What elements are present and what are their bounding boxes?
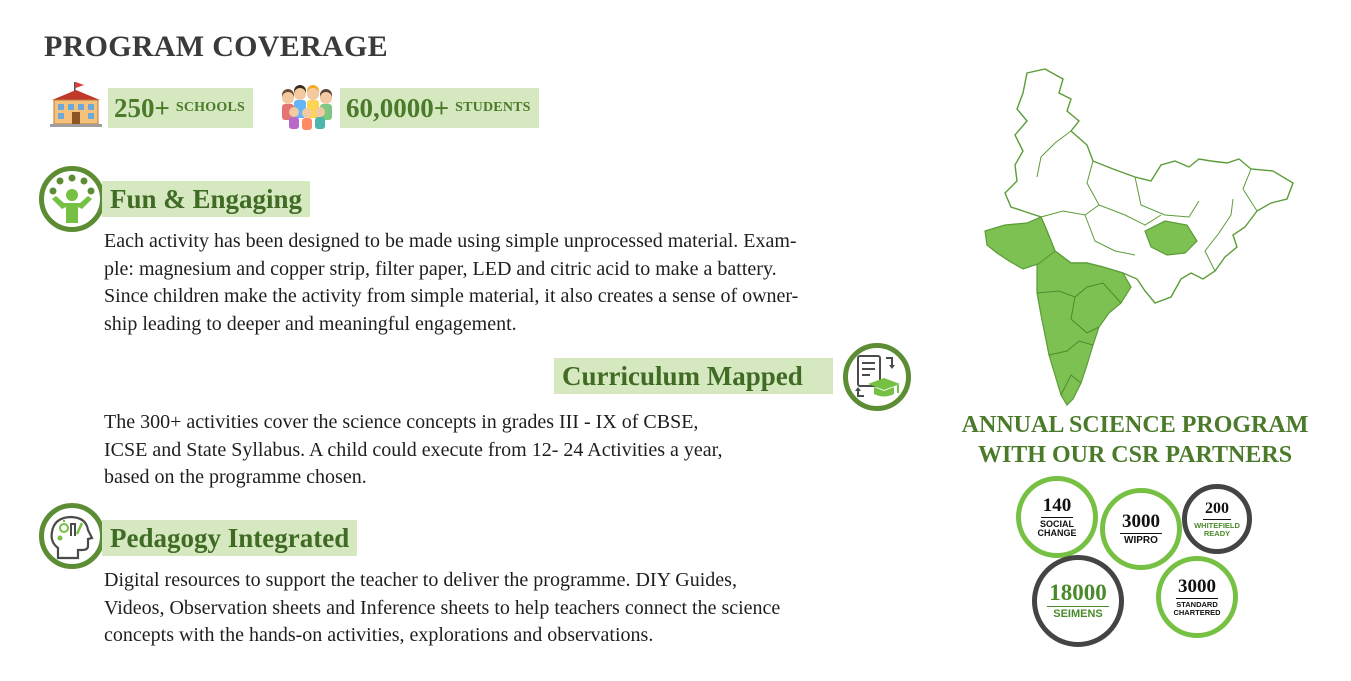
curriculum-mapped-heading: Curriculum Mapped — [554, 358, 833, 394]
partner-value: 140 — [1042, 494, 1072, 516]
partner-value: 200 — [1203, 501, 1231, 520]
fun-engaging-line: ship leading to deeper and meaningful engagement. — [104, 312, 517, 335]
fun-engaging-heading: Fun & Engaging — [102, 181, 310, 217]
partners-heading — [948, 410, 1322, 470]
partner-value: 3000 — [1178, 576, 1216, 598]
partner-label: WHITEFIELD READY — [1194, 520, 1240, 538]
students-label: STUDENTS — [455, 100, 531, 115]
curriculum-mapped-text — [104, 409, 864, 492]
students-group-icon — [278, 84, 336, 132]
partner-bubble-whitefield-ready — [1182, 484, 1252, 554]
partner-label: STANDARD CHARTERED — [1173, 600, 1221, 617]
schools-label: SCHOOLS — [175, 100, 245, 115]
pedagogy-line: Digital resources to support the teacher to deliver the programme. DIY Guides, — [104, 569, 737, 591]
school-building-icon — [50, 80, 102, 128]
pedagogy-line: concepts with the hands-on activities, explorations and observations. — [104, 624, 654, 646]
curriculum-mapped-line: The 300+ activities cover the science concepts in grades III - IX of CBSE, — [104, 411, 699, 433]
partner-label: WIPRO — [1124, 534, 1158, 546]
partner-bubble-wipro — [1100, 488, 1182, 570]
partner-value: 3000 — [1122, 510, 1160, 532]
head-with-ideas-icon — [39, 503, 105, 569]
page-title: PROGRAM COVERAGE — [44, 30, 388, 63]
fun-engaging-line: Each activity has been designed to be made using simple unprocessed material. Exam- — [104, 230, 797, 252]
children-celebrating-icon — [39, 166, 105, 232]
partner-value: 18000 — [1049, 580, 1107, 606]
students-stat-chip — [340, 88, 539, 128]
pedagogy-integrated-text — [104, 567, 916, 650]
partner-bubble-seimens — [1032, 555, 1124, 647]
schools-count: 250+ — [114, 92, 170, 123]
partners-heading-line: ANNUAL SCIENCE PROGRAM — [961, 412, 1309, 438]
pedagogy-integrated-heading: Pedagogy Integrated — [102, 520, 357, 556]
partners-heading-line: WITH OUR CSR PARTNERS — [977, 442, 1293, 468]
fun-engaging-line: ple: magnesium and copper strip, filter paper, LED and citric acid to make a battery. — [104, 257, 777, 280]
curriculum-mapped-line: ICSE and State Syllabus. A child could execute from 12- 24 Activities a year, — [104, 438, 723, 461]
partner-bubble-standard-chartered — [1156, 556, 1238, 638]
india-map-icon — [975, 65, 1300, 410]
pedagogy-line: Videos, Observation sheets and Inference sheets to help teachers connect the science — [104, 596, 781, 619]
schools-stat-chip — [108, 88, 253, 128]
curriculum-document-graduation-icon — [843, 343, 911, 411]
students-count: 60,0000+ — [346, 92, 450, 123]
fun-engaging-line: Since children make the activity from simple material, it also creates a sense of owner- — [104, 285, 799, 307]
fun-engaging-text — [104, 228, 909, 338]
partner-bubble-social-change — [1016, 476, 1098, 558]
curriculum-mapped-line: based on the programme chosen. — [104, 466, 367, 488]
partner-label: SEIMENS — [1053, 608, 1103, 621]
partner-label: SOCIAL CHANGE — [1037, 518, 1077, 538]
